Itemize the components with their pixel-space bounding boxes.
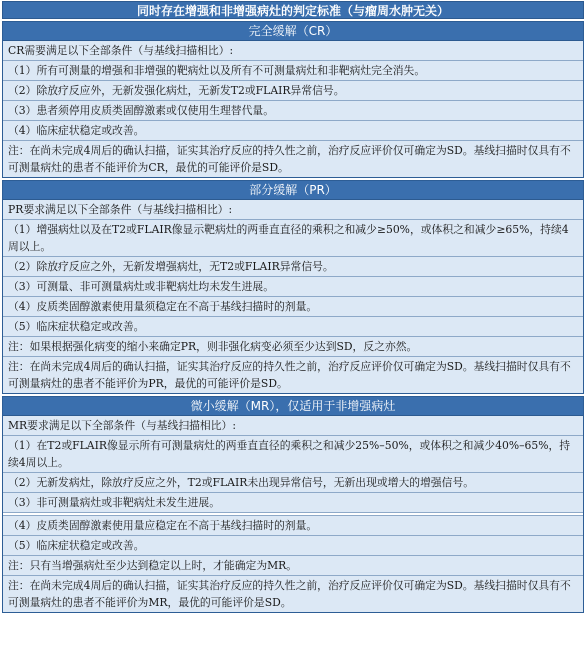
mr-header: 微小缓解（MR），仅适用于非增强病灶 <box>3 397 583 416</box>
pr-item-2: （2）除放疗反应之外，无新发增强病灶，无T2或FLAIR异常信号。 <box>3 256 583 276</box>
pr-section <box>2 180 584 394</box>
mr-note-2: 注：在尚未完成4周后的确认扫描，证实其治疗反应的持久性之前，治疗反应评价仅可确定为SD。基线扫描时仅具有不可测量病灶的患者不能评价为MR，最优的可能评价是SD。 <box>3 575 583 612</box>
pr-item-3: （3）可测量、非可测量病灶或非靶病灶均未发生进展。 <box>3 276 583 296</box>
pr-note-1: 注：如果根据强化病变的缩小来确定PR，则非强化病变必须至少达到SD，反之亦然。 <box>3 336 583 356</box>
mr-intro: MR要求满足以下全部条件（与基线扫描相比）: <box>3 416 583 435</box>
mr-note-1: 注：只有当增强病灶至少达到稳定以上时，才能确定为MR。 <box>3 555 583 575</box>
cr-intro: CR需要满足以下全部条件（与基线扫描相比）: <box>3 41 583 60</box>
cr-note: 注：在尚未完成4周后的确认扫描，证实其治疗反应的持久性之前，治疗反应评价仅可确定为SD。基线扫描时仅具有不可测量病灶的患者不能评价为CR，最优的可能评价是SD。 <box>3 140 583 177</box>
mr-item-4: （4）皮质类固醇激素使用量应稳定在不高于基线扫描时的剂量。 <box>3 515 583 535</box>
cr-section <box>2 21 584 178</box>
mr-item-2: （2）无新发病灶，除放疗反应之外，T2或FLAIR未出现异常信号，无新出现或增大的增强信号。 <box>3 472 583 492</box>
cr-item-3: （3）患者须停用皮质类固醇激素或仅使用生理替代量。 <box>3 100 583 120</box>
cr-item-2: （2）除放疗反应外，无新发强化病灶，无新发T2或FLAIR异常信号。 <box>3 80 583 100</box>
pr-item-1: （1）增强病灶以及在T2或FLAIR像显示靶病灶的两垂直直径的乘积之和减少≥50%，或体积之和减少≥65%，持续4周以上。 <box>3 219 583 256</box>
pr-item-5: （5）临床症状稳定或改善。 <box>3 316 583 336</box>
cr-item-1: （1）所有可测量的增强和非增强的靶病灶以及所有不可测量病灶和非靶病灶完全消失。 <box>3 60 583 80</box>
pr-header: 部分缓解（PR） <box>3 181 583 200</box>
mr-item-3: （3）非可测量病灶或非靶病灶未发生进展。 <box>3 492 583 512</box>
pr-item-4: （4）皮质类固醇激素使用量须稳定在不高于基线扫描时的剂量。 <box>3 296 583 316</box>
mr-section <box>2 396 584 613</box>
cr-item-4: （4）临床症状稳定或改善。 <box>3 120 583 140</box>
pr-note-2: 注：在尚未完成4周后的确认扫描，证实其治疗反应的持久性之前，治疗反应评价仅可确定为SD。基线扫描时仅具有不可测量病灶的患者不能评价为PR，最优的可能评价是SD。 <box>3 356 583 393</box>
mr-item-5: （5）临床症状稳定或改善。 <box>3 535 583 555</box>
mr-item-1: （1）在T2或FLAIR像显示所有可测量病灶的两垂直直径的乘积之和减少25%–50%，或体积之和减少40%–65%，持续4周以上。 <box>3 435 583 472</box>
pr-intro: PR要求满足以下全部条件（与基线扫描相比）: <box>3 200 583 219</box>
page-title: 同时存在增强和非增强病灶的判定标准（与瘤周水肿无关） <box>2 1 584 19</box>
cr-header: 完全缓解（CR） <box>3 22 583 41</box>
